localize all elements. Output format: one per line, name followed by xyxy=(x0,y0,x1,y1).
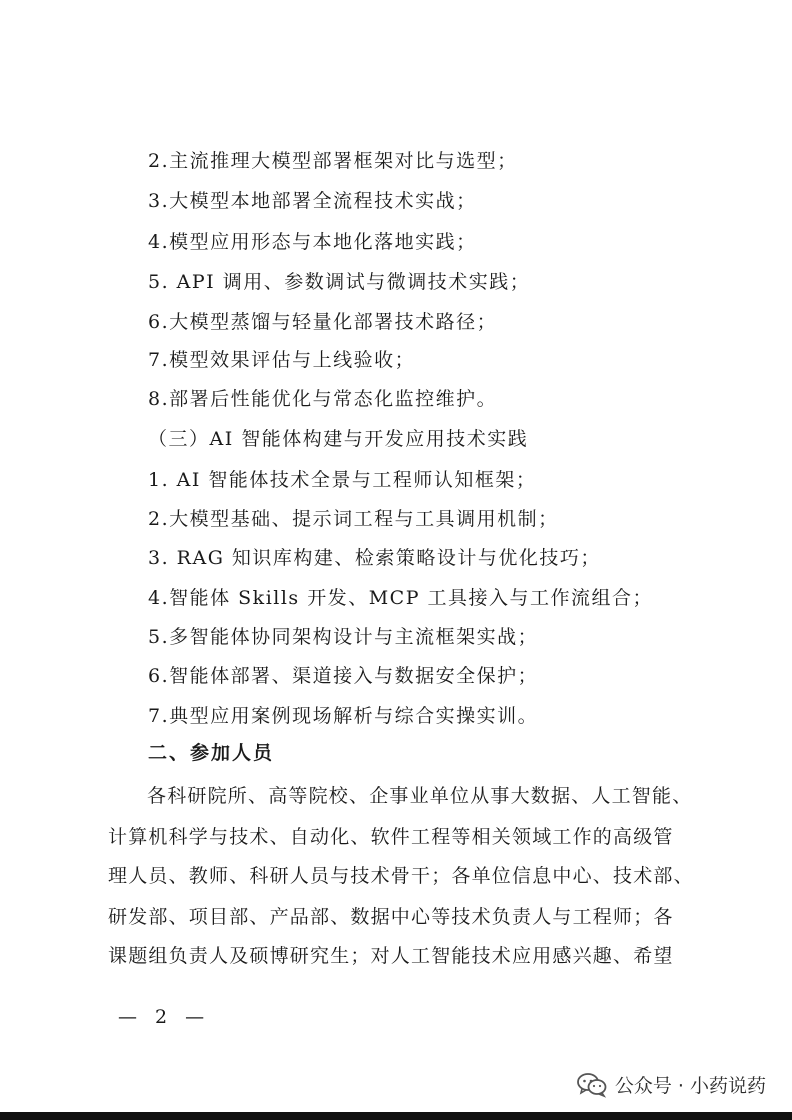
list-item: 1. AI 智能体技术全景与工程师认知框架； xyxy=(148,469,537,491)
list-item: 5.多智能体协同架构设计与主流框架实战； xyxy=(148,626,539,648)
paragraph-line: 理人员、教师、科研人员与技术骨干；各单位信息中心、技术部、 xyxy=(108,865,694,887)
list-item: 8.部署后性能优化与常态化监控维护。 xyxy=(148,388,498,410)
paragraph-line: 研发部、项目部、产品部、数据中心等技术负责人与工程师；各 xyxy=(108,906,674,928)
list-item: 3.大模型本地部署全流程技术实战； xyxy=(148,190,477,212)
list-item: 4.模型应用形态与本地化落地实践； xyxy=(148,231,477,253)
bottom-bar xyxy=(0,1112,792,1120)
section-title: （三）AI 智能体构建与开发应用技术实践 xyxy=(148,428,529,450)
list-item: 7.模型效果评估与上线验收； xyxy=(148,349,416,371)
watermark-text: 公众号 · 小药说药 xyxy=(614,1075,766,1097)
list-item: 7.典型应用案例现场解析与综合实操实训。 xyxy=(148,705,539,727)
paragraph-line: 各科研院所、高等院校、企事业单位从事大数据、人工智能、 xyxy=(147,785,693,807)
watermark xyxy=(577,1071,766,1098)
list-item: 6.智能体部署、渠道接入与数据安全保护； xyxy=(148,665,539,687)
list-item: 3. RAG 知识库构建、检索策略设计与优化技巧； xyxy=(148,547,601,569)
paragraph-line: 课题组负责人及硕博研究生；对人工智能技术应用感兴趣、希望 xyxy=(108,945,674,967)
list-item: 6.大模型蒸馏与轻量化部署技术路径； xyxy=(148,311,498,333)
list-item: 2.主流推理大模型部署框架对比与选型； xyxy=(148,150,518,172)
list-item: 2.大模型基础、提示词工程与工具调用机制； xyxy=(148,508,559,530)
section-heading: 二、参加人员 xyxy=(148,742,275,764)
page-number: — 2 — xyxy=(118,1006,211,1028)
list-item: 4.智能体 Skills 开发、MCP 工具接入与工作流组合； xyxy=(148,587,654,609)
list-item: 5. API 调用、参数调试与微调技术实践； xyxy=(148,271,531,293)
wechat-icon xyxy=(577,1072,607,1098)
paragraph-line: 计算机科学与技术、自动化、软件工程等相关领域工作的高级管 xyxy=(108,826,674,848)
